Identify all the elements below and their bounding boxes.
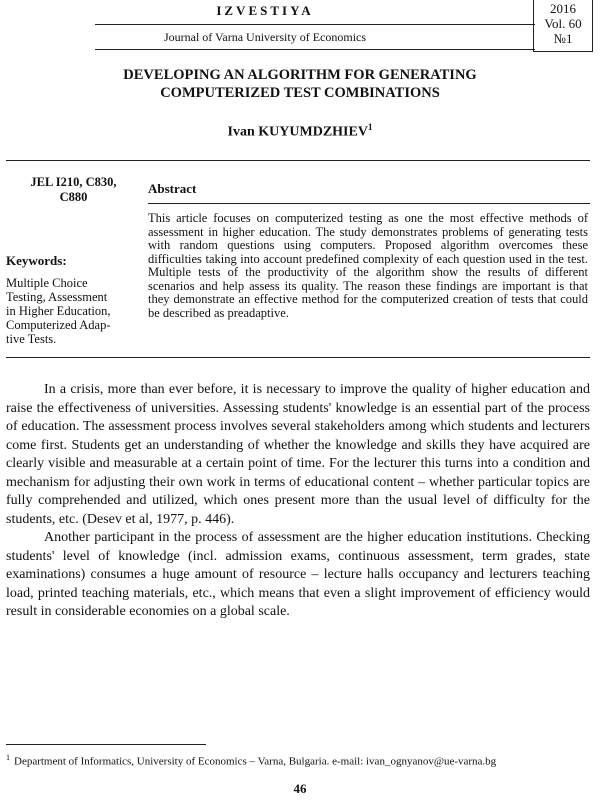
author-name-text: Ivan KUYUMDZHIEV bbox=[227, 124, 368, 140]
issue-number: №1 bbox=[553, 31, 573, 46]
title-line-1: DEVELOPING AN ALGORITHM FOR GENERATING bbox=[123, 67, 477, 83]
keywords-list bbox=[6, 276, 146, 346]
author-footnote-mark: 1 bbox=[367, 122, 373, 132]
footnote-rule bbox=[6, 744, 206, 745]
journal-name: IZVESTIYA bbox=[216, 3, 314, 18]
keywords-heading: Keywords: bbox=[6, 253, 67, 268]
keyword-line: tive Tests. bbox=[6, 332, 57, 346]
footnote-mark: 1 bbox=[6, 753, 10, 762]
abstract-rule bbox=[148, 203, 590, 204]
keyword-line: Multiple Choice bbox=[6, 276, 88, 290]
footnote-text: Department of Informatics, University of Economics – Varna, Bulgaria. e-mail: ivan_ognyanov@ue-varna.bg bbox=[14, 755, 497, 768]
header-bottom-rule bbox=[95, 49, 535, 50]
issue-box bbox=[533, 0, 593, 52]
page-number: 46 bbox=[293, 781, 307, 796]
section-rule-top bbox=[6, 160, 590, 161]
title-line-2: COMPUTERIZED TEST COMBINATIONS bbox=[160, 85, 440, 101]
jel-line-1: JEL I210, C830, bbox=[30, 175, 117, 189]
body-paragraph-1: In a crisis, more than ever before, it is necessary to improve the quality of higher education and raise the effectiveness of universities. Assessing students' knowledge is an essential part of the process of education. The assessment process involves several stakeholders among which students and lecturers come first. Students get an understanding of whether the knowledge and skills they have acquired are clearly visible and measurable at a certain point of time. For the lecturer this turns into a condition and mechanism for adjusting their own work in terms of educational content – whether particular topics are fully comprehended and utilized, which ones present more than the usual level of difficulty for the students, etc. (Desev et al, 1977, p. 446). bbox=[6, 382, 590, 527]
body-text bbox=[6, 381, 590, 622]
paper-title bbox=[40, 66, 560, 102]
section-rule-bottom bbox=[6, 357, 590, 358]
journal-header bbox=[0, 0, 600, 55]
body-paragraph-2: Another participant in the process of assessment are the higher education institutions. Checking students' level of knowledge (incl. admission exams, continuous assessment, term grades, state examinations) consumes a huge amount of resource – lecture halls occupancy and lecturers teaching load, printed teaching materials, etc., which means that even a slight improvement of efficiency would result in considerable economies on a global scale. bbox=[6, 530, 590, 619]
header-divider bbox=[95, 24, 535, 25]
keyword-line: in Higher Education, bbox=[6, 304, 111, 318]
footnote bbox=[6, 751, 590, 769]
abstract-heading: Abstract bbox=[148, 181, 197, 196]
journal-subtitle: Journal of Varna University of Economics bbox=[163, 30, 367, 44]
abstract-text: This article focuses on computerized testing as one the most effective methods of assessment in higher education. The study demonstrates problems of generating tests with random questions using computers. Proposed algorithm overcomes these difficulties taking into account predefined complexity of each question used in the test. Multiple tests of the productivity of the algorithm show the results of different scenarios and help assess its quality. The reason these findings are important is that they demonstrate an effective method for the computerized creation of tests that could be described as preadaptive. bbox=[148, 211, 588, 320]
jel-line-2: C880 bbox=[59, 190, 88, 204]
jel-codes bbox=[6, 175, 141, 205]
issue-volume: Vol. 60 bbox=[544, 16, 582, 31]
author-name bbox=[40, 122, 560, 141]
keyword-line: Testing, Assessment bbox=[6, 290, 108, 304]
keyword-line: Computerized Adap- bbox=[6, 318, 111, 332]
issue-year: 2016 bbox=[550, 1, 576, 16]
